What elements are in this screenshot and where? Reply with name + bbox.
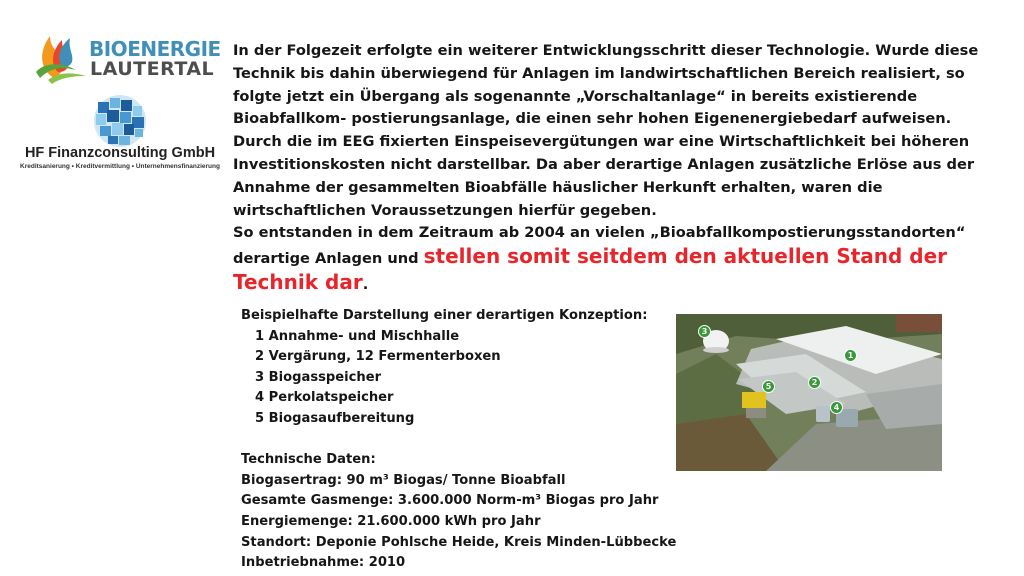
puzzle-globe-logo (88, 92, 152, 150)
example-item: 3 Biogasspeicher (255, 369, 382, 385)
tech-line: Gesamte Gasmenge: 3.600.000 Norm-m³ Biogas pro Jahr (241, 493, 659, 509)
plant-marker-5: 5 (762, 380, 775, 393)
paragraph-3-text: So entstanden in dem Zeitraum ab 2004 an vielen „Bioabfallkompostierungsstandorten“ derartige Anlagen und (233, 224, 966, 268)
example-item: 4 Perkolatspeicher (255, 390, 394, 406)
plant-marker-2: 2 (808, 376, 821, 389)
puzzle-globe-icon (88, 92, 152, 150)
example-heading: Beispielhafte Darstellung einer derartigen Konzeption: (241, 308, 648, 323)
paragraph-3-end: . (362, 275, 369, 293)
main-paragraphs (233, 40, 1003, 297)
hf-company-name: HF Finanzconsulting GmbH (24, 145, 216, 161)
tech-line: Energiemenge: 21.600.000 kWh pro Jahr (241, 513, 541, 529)
plant-marker-1: 1 (844, 349, 857, 362)
example-item: 1 Annahme- und Mischhalle (255, 328, 460, 344)
plant-marker-4: 4 (830, 401, 843, 414)
paragraph-2: Durch die im EEG fixierten Einspeisevergütungen war eine Wirtschaftlichkeit bei höheren Investitionskosten nicht darstellbar. Da aber derartige Anlagen zusätzliche Erlöse aus der Annahme der gesammelten Bioabfälle häuslicher Herkunft erhalten, waren die wirtschaftlichen Voraussetzungen hierfür gegeben. (233, 133, 975, 219)
paragraph-3-highlight: stellen somit seitdem den aktuellen Stand der Technik dar (233, 244, 948, 294)
tech-line: Standort: Deponie Pohlsche Heide, Kreis Minden-Lübbecke (241, 534, 677, 550)
tech-heading: Technische Daten: (241, 452, 376, 468)
logo-text-bioenergie: BIOENERGIE (89, 37, 221, 61)
plant-marker-3: 3 (698, 325, 711, 338)
aerial-plant-photo (676, 314, 942, 471)
example-item: 2 Vergärung, 12 Fermenterboxen (255, 349, 501, 365)
plant-description (241, 306, 677, 574)
logo-text-lautertal: LAUTERTAL (90, 58, 215, 80)
spacer (241, 430, 671, 451)
flame-leaf-icon (32, 22, 92, 84)
tech-line: Inbetriebnahme: 2010 (241, 555, 406, 571)
bioenergie-lautertal-logo (32, 22, 221, 84)
example-item: 5 Biogasaufbereitung (255, 410, 415, 426)
hf-company-tagline: Kreditsanierung • Kreditvermittlung • Unternehmensfinanzierung (20, 163, 220, 170)
paragraph-3 (233, 222, 1003, 296)
tech-line: Biogasertrag: 90 m³ Biogas/ Tonne Bioabfall (241, 472, 566, 488)
plant-illustration (676, 314, 942, 471)
paragraph-1: In der Folgezeit erfolgte ein weiterer Entwicklungsschritt dieser Technologie. Wurde diese Technik bis dahin überwiegend für Anlagen im landwirtschaftlichen Bereich realisiert, so folgte jetzt ein Übergang als sogenannte „Vorschaltanlage“ in bereits existierende Bioabfallkom- postierungsanlage, die einen sehr hohen Eigenenergiebedarf aufweisen. (233, 42, 979, 128)
